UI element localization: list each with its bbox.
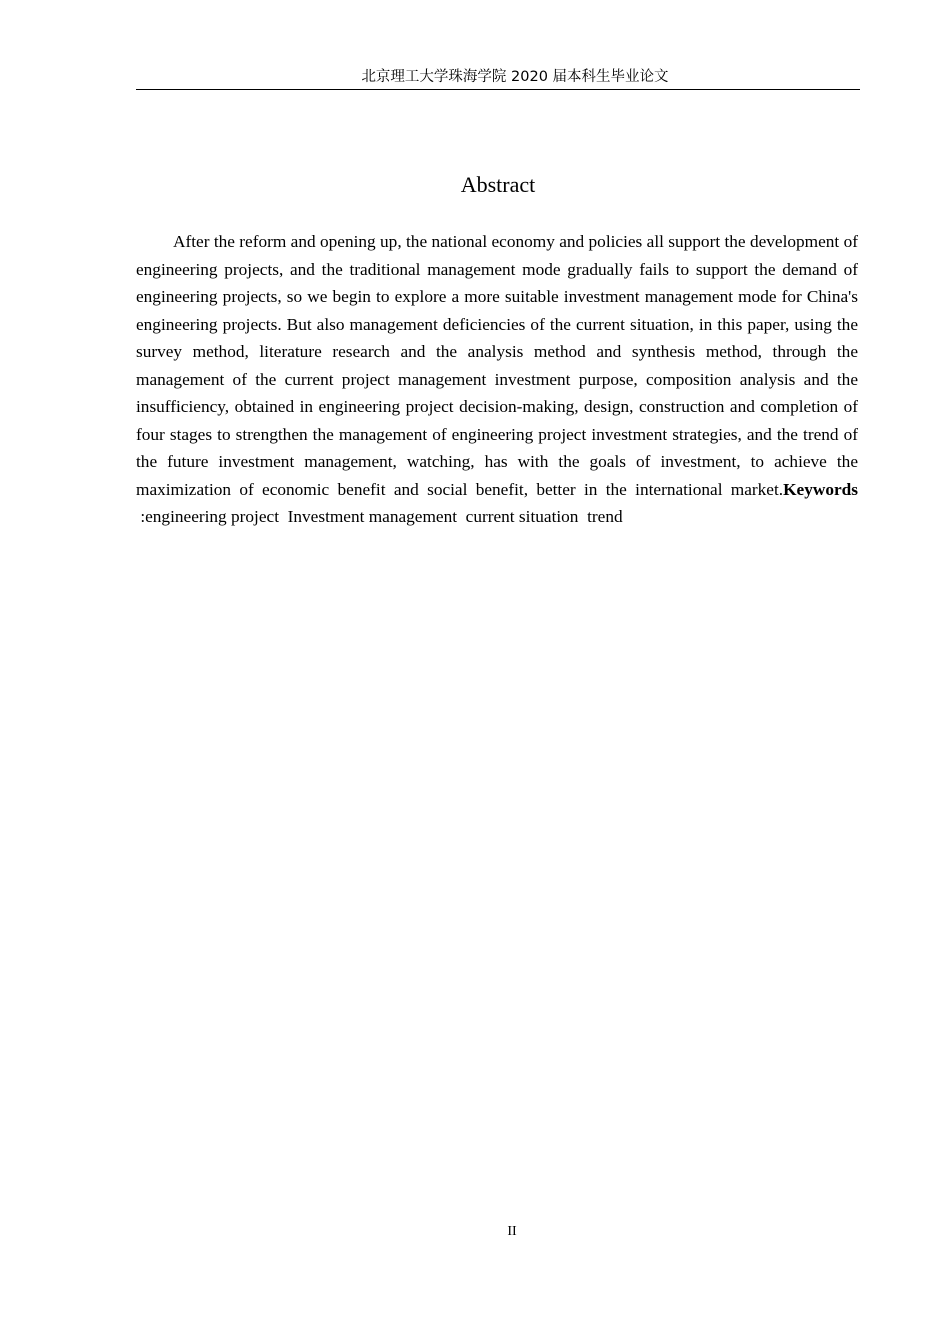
page-header [136, 68, 860, 90]
page-number: II [507, 1224, 517, 1239]
abstract-paragraph [136, 228, 858, 531]
keywords-list: engineering project Investment management current situation trend [145, 507, 623, 526]
header-title: 北京理工大学珠海学院 2020 届本科生毕业论文 [361, 69, 669, 85]
keywords-separator: : [136, 507, 146, 526]
keywords-label: Keywords [783, 479, 858, 499]
abstract-title: Abstract [460, 172, 536, 197]
abstract-body-text: After the reform and opening up, the national economy and policies all support the development of engineering projects, and the traditional management mode gradually fails to support the demand of engineering projects, so we begin to explore a more suitable investment management mode for China's engineering projects. But also management deficiencies of the current situation, in this paper, using the survey method, literature research and the analysis method and synthesis method, through the management of the current project management investment purpose, composition analysis and the insufficiency, obtained in engineering project decision-making, design, construction and completion of four stages to strengthen the management of engineering project investment strategies, and the trend of the future investment management, watching, has with the goals of investment, to achieve the maximization of economic benefit and social benefit, better in the international market. [136, 232, 858, 499]
